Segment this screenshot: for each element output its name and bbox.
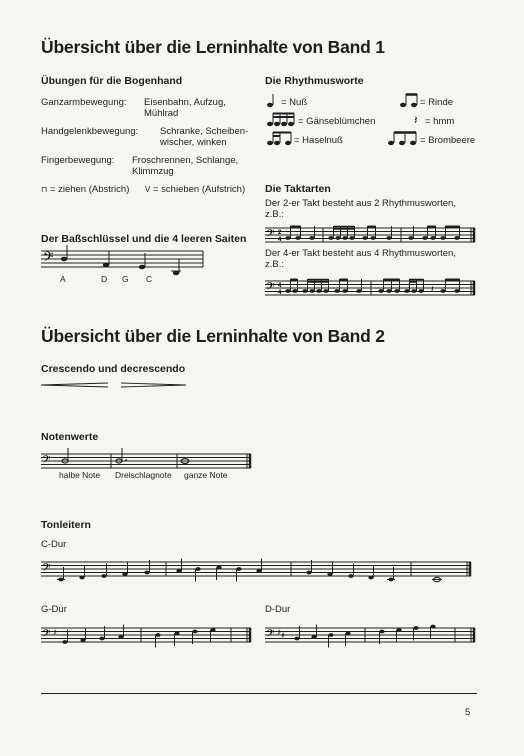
- string-label: C: [146, 274, 153, 284]
- time-signatures-heading: Die Taktarten: [265, 183, 331, 195]
- bass-clef-icon: 𝄢: [42, 562, 51, 577]
- svg-text:4: 4: [278, 283, 282, 289]
- note-value-label: halbe Note: [59, 470, 101, 480]
- upbow-icon: V: [145, 185, 151, 194]
- four-four-description: Der 4-er Takt besteht aus 4 Rhythmusworten,: [265, 248, 456, 259]
- g-major-label: G-Dur: [41, 604, 67, 615]
- bow-row-value: Froschrennen, Schlange,: [132, 155, 239, 166]
- crescendo-icon: [41, 383, 108, 385]
- four-four-example-label: z.B.:: [265, 259, 285, 270]
- bass-clef-icon: 𝄢: [43, 249, 54, 268]
- bow-row-value: Eisenbahn, Aufzug,: [144, 97, 226, 108]
- rhythm-words-heading: Die Rhythmusworte: [265, 75, 364, 87]
- bass-clef-heading: Der Baßschlüssel und die 4 leeren Saiten: [41, 233, 247, 245]
- four-sixteenths-icon: [266, 112, 298, 128]
- sharp-icon: ♯: [277, 628, 281, 637]
- c-major-label: C-Dur: [41, 539, 67, 550]
- note-head: [103, 263, 109, 268]
- downbow-icon: ⊓: [41, 185, 48, 194]
- band2-title: Übersicht über die Lerninhalte von Band 2: [41, 326, 385, 346]
- svg-text:4: 4: [278, 237, 282, 243]
- bass-clef-icon: 𝄢: [266, 228, 275, 243]
- g-major-scale-staff: [41, 626, 253, 648]
- two-four-description: Der 2-er Takt besteht aus 2 Rhythmusworten,: [265, 198, 456, 209]
- four-four-staff: [265, 279, 477, 299]
- page-number: 5: [465, 707, 471, 718]
- bow-row-label: Ganzarmbewegung:: [41, 97, 127, 108]
- rhythm-word: = Rinde: [420, 97, 454, 108]
- downbow-legend: ⊓ = ziehen (Abstrich): [41, 184, 130, 195]
- crescendo-decrescendo-hairpins: [40, 380, 190, 392]
- note-value-label: ganze Note: [184, 470, 228, 480]
- rhythm-word: = Gänseblümchen: [298, 116, 376, 127]
- quarter-rest-icon: 𝄽: [431, 285, 434, 295]
- decrescendo-icon: [121, 383, 186, 385]
- band1-title: Übersicht über die Lerninhalte von Band 1: [41, 37, 385, 57]
- string-label: D: [101, 274, 108, 284]
- bass-clef-icon: 𝄢: [266, 628, 275, 643]
- d-major-scale-staff: [265, 626, 477, 648]
- bow-exercises-heading: Übungen für die Bogenhand: [41, 75, 183, 87]
- sharp-icon: ♯: [281, 631, 285, 640]
- rhythm-word: = Brombeere: [420, 135, 476, 146]
- two-sixteenths-eighth-icon: [266, 131, 294, 147]
- upbow-legend: V = schieben (Aufstrich): [145, 184, 246, 195]
- scales-heading: Tonleitern: [41, 519, 91, 531]
- bow-row-value: Schranke, Scheiben-: [160, 126, 249, 137]
- quarter-rest-icon: 𝄽: [414, 113, 418, 127]
- note-head: [139, 265, 145, 270]
- bow-row-value: Klimmzug: [132, 166, 174, 177]
- rhythm-word: = Haselnuß: [294, 135, 343, 146]
- svg-text:2: 2: [278, 230, 282, 236]
- dynamics-heading: Crescendo und decrescendo: [41, 363, 186, 375]
- two-four-example-label: z.B.:: [265, 209, 285, 220]
- c-major-scale-staff: [41, 560, 473, 584]
- bass-clef-icon: 𝄢: [42, 454, 51, 469]
- two-four-staff: [265, 226, 477, 246]
- string-label: G: [122, 274, 129, 284]
- two-eighths-icon: [399, 93, 419, 109]
- quarter-note-icon: [266, 93, 280, 109]
- bow-row-label: Fingerbewegung:: [41, 155, 115, 166]
- note-values-staff: [41, 452, 253, 472]
- bow-row-label: Handgelenkbewegung:: [41, 126, 139, 137]
- bow-row-value: Mühlrad: [144, 108, 179, 119]
- footer-rule: [41, 693, 477, 694]
- bass-clef-icon: 𝄢: [266, 281, 275, 296]
- sharp-icon: ♯: [53, 628, 57, 637]
- note-values-heading: Notenwerte: [41, 431, 99, 443]
- rhythm-word: = Nuß: [281, 97, 308, 108]
- note-value-label: Dreischlagnote: [115, 470, 172, 480]
- d-major-label: D-Dur: [265, 604, 291, 615]
- svg-text:4: 4: [278, 290, 282, 296]
- note-head: [61, 257, 67, 262]
- string-label: A: [60, 274, 66, 284]
- three-eighths-icon: [387, 131, 419, 147]
- rhythm-word: = hmm: [425, 116, 455, 127]
- bass-clef-icon: 𝄢: [42, 628, 51, 643]
- bow-row-value: wischer, winken: [160, 137, 227, 148]
